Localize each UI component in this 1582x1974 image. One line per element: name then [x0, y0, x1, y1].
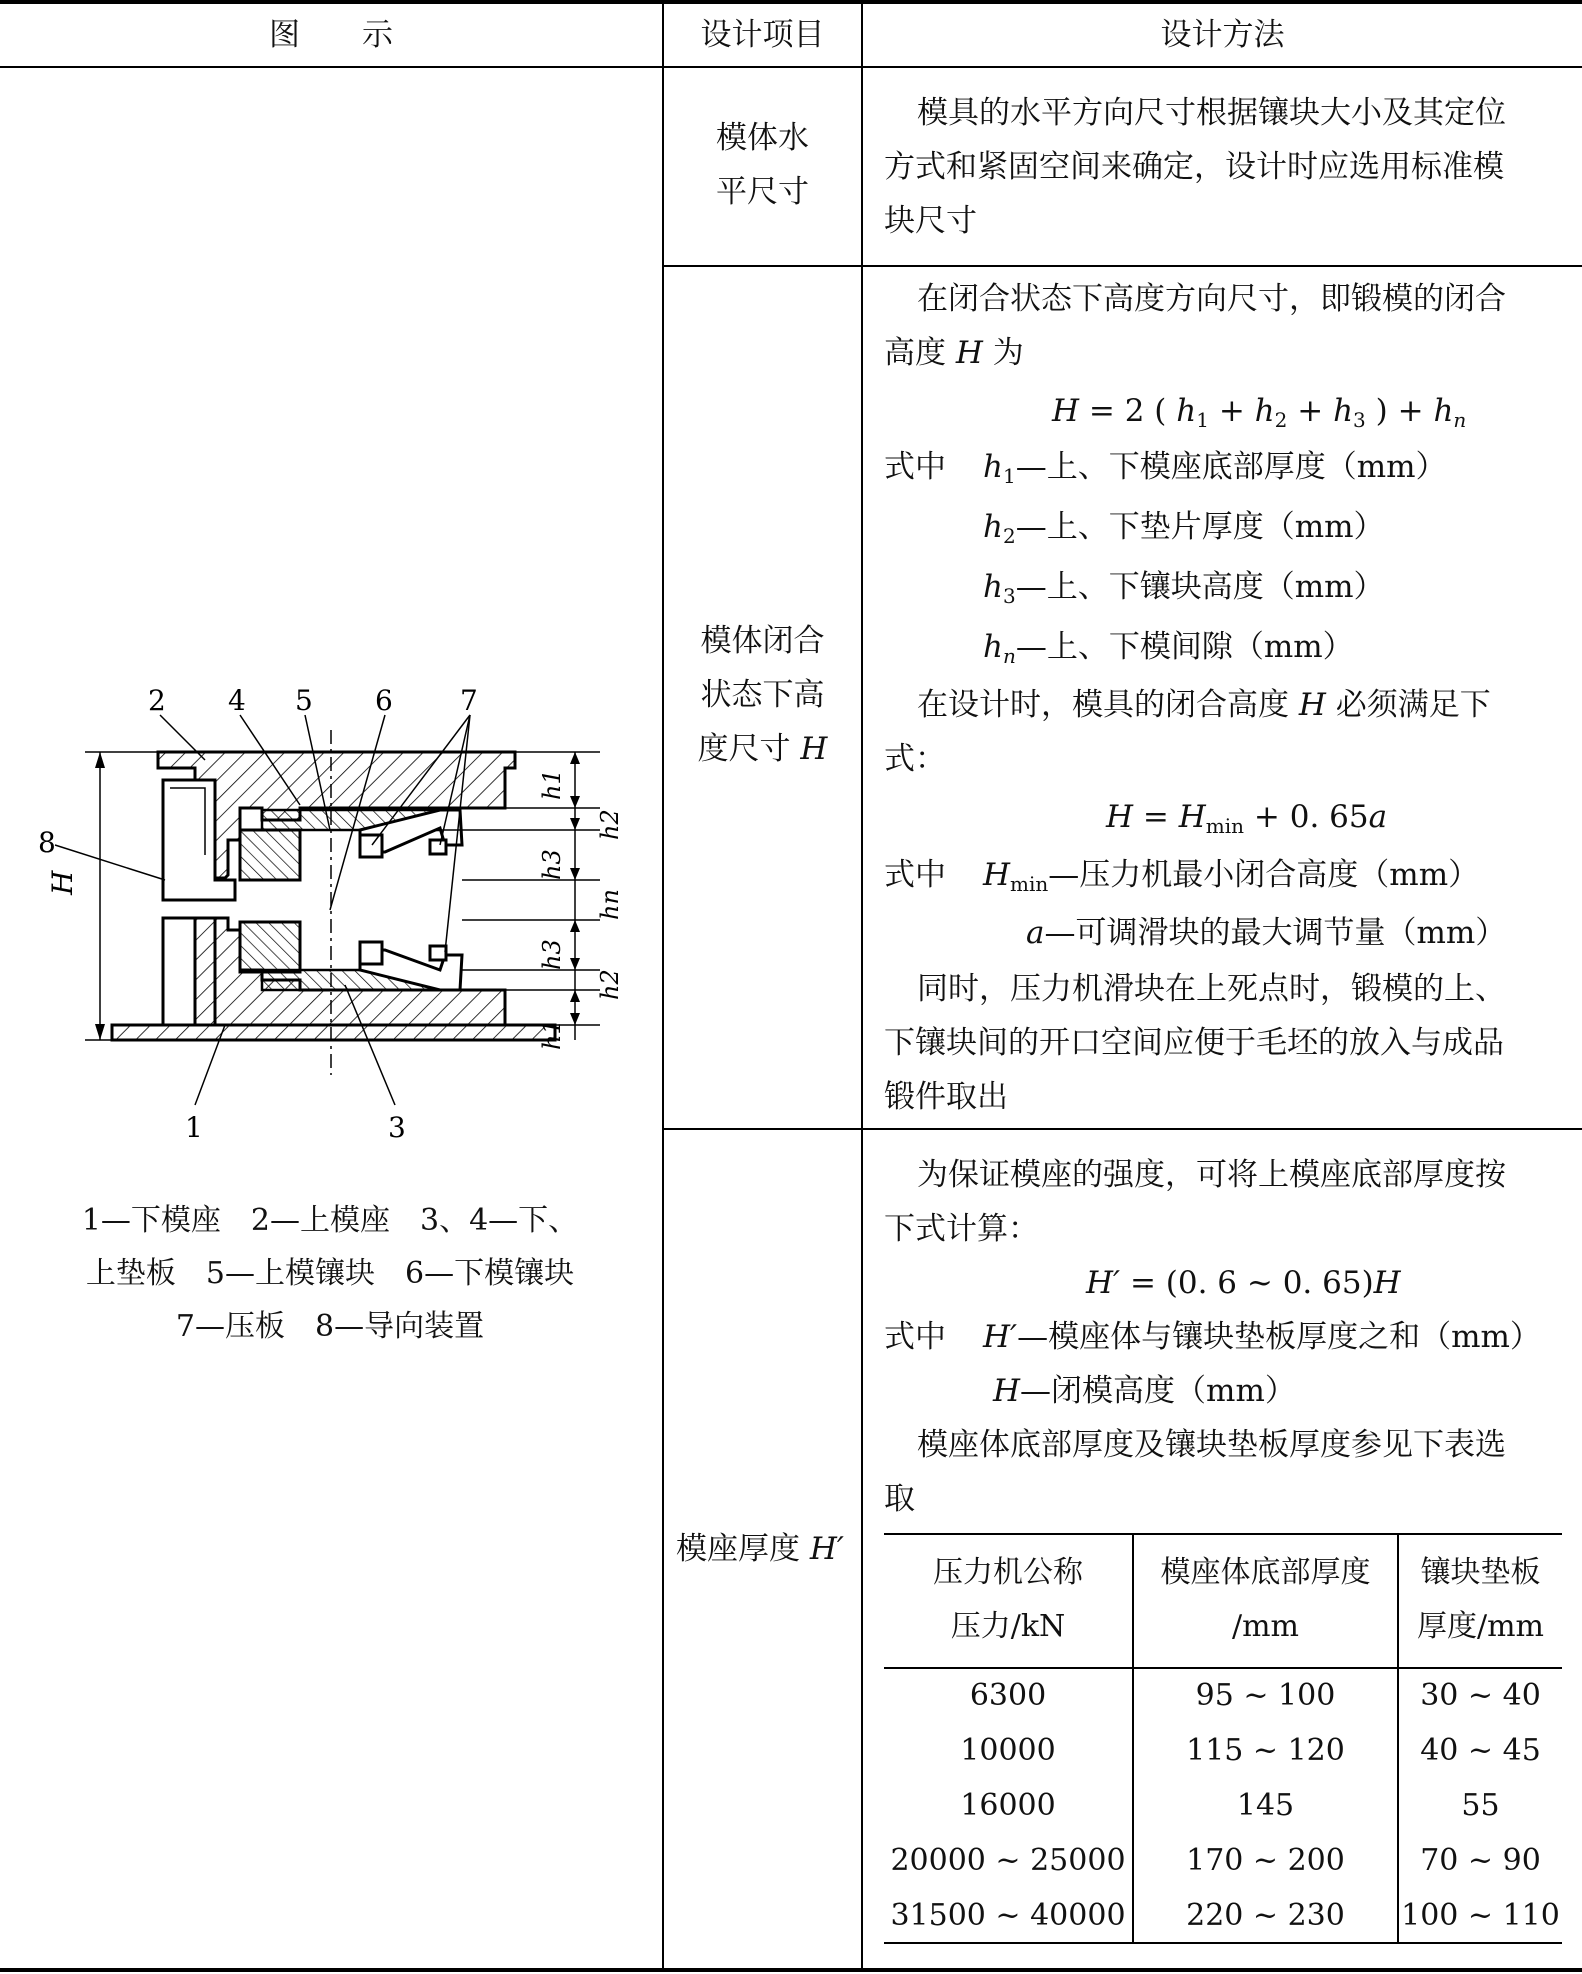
item-horizontal-size-line-2: 平尺寸 — [716, 174, 809, 210]
figure-caption-line-1: 1—下模座 2—上模座 3、4—下、 — [81, 1203, 579, 1238]
dim-hn: hn — [596, 889, 624, 920]
def-h2: $h_2—$上、下垫片厚度（mm） — [983, 509, 1385, 548]
table-row: 6300 — [969, 1678, 1047, 1713]
label-1: 1 — [185, 1111, 203, 1144]
table-row: 115 ~ 120 — [1186, 1733, 1345, 1768]
r3-p1-line-2: 下式计算： — [884, 1211, 1039, 1247]
def-hprime: H′—模座体与镶块垫板厚度之和（mm） — [983, 1319, 1541, 1355]
table-row: 70 ~ 90 — [1420, 1843, 1541, 1878]
row-divider-2 — [662, 1128, 1582, 1130]
table-row: 100 ~ 110 — [1401, 1898, 1560, 1933]
def-h3: $h_3—$上、下镶块高度（mm） — [983, 569, 1385, 608]
table-row: 220 ~ 230 — [1186, 1898, 1345, 1933]
formula-closed-height: H = 2 ( $h_1 + h_2 + h_3$ ) + $h_n$ — [1052, 393, 1467, 432]
dim-h3-upper: h3 — [538, 849, 566, 880]
r3-where-label: 式中 — [884, 1319, 946, 1355]
r2-p2-line-2: 式： — [884, 741, 946, 777]
table-row: 170 ~ 200 — [1186, 1843, 1345, 1878]
r2-p3-line-3: 锻件取出 — [884, 1079, 1008, 1115]
table-row: 40 ~ 45 — [1420, 1733, 1541, 1768]
lower-insert — [240, 922, 300, 972]
def-hmin: $H_{min}—$压力机最小闭合高度（mm） — [983, 857, 1480, 896]
item-closed-height-line-1: 模体闭合 — [700, 623, 825, 659]
table-row: 95 ~ 100 — [1195, 1678, 1336, 1713]
table-row: 20000 ~ 25000 — [890, 1843, 1126, 1878]
table-row: 55 — [1461, 1788, 1500, 1823]
inner-col-base-thickness — [1134, 1668, 1397, 1943]
dim-h2-lower: h2 — [596, 969, 624, 1000]
r2-p1-line-1: 在闭合状态下高度方向尺寸，即锻模的闭合 — [917, 281, 1506, 317]
inner-header-base-thickness: 模座体底部厚度 /mm — [1160, 1555, 1371, 1644]
r2-where-label: 式中 — [884, 449, 946, 485]
inner-table-top — [884, 1533, 1562, 1535]
label-7: 7 — [460, 684, 478, 717]
table-row: 31500 ~ 40000 — [890, 1898, 1126, 1933]
def-h1: $h_1—$上、下模座底部厚度（mm） — [983, 449, 1447, 488]
r2-where2-label: 式中 — [884, 857, 946, 893]
r1-method-line-2: 方式和紧固空间来确定，设计时应选用标准模 — [884, 149, 1504, 185]
label-8: 8 — [38, 826, 56, 859]
die-diagram — [0, 680, 662, 1150]
table-row: 16000 — [960, 1788, 1056, 1823]
r2-p2-line-1: 在设计时，模具的闭合高度 H 必须满足下 — [917, 687, 1491, 723]
item-seat-thickness: 模座厚度 H′ — [676, 1531, 844, 1567]
r2-p3-line-2: 下镶块间的开口空间应便于毛坯的放入与成品 — [884, 1025, 1504, 1061]
header-bottom-border — [0, 66, 1582, 68]
col-divider-2 — [861, 0, 863, 1972]
r2-p3-line-1: 同时，压力机滑块在上死点时，锻模的上、 — [917, 971, 1506, 1007]
item-horizontal-size-line-1: 模体水 — [716, 120, 809, 156]
def-H-closed: H—闭模高度（mm） — [993, 1373, 1296, 1409]
col-divider-1 — [662, 0, 664, 1972]
header-figure: 图 示 — [269, 17, 393, 53]
item-closed-height-line-2: 状态下高 — [700, 677, 825, 713]
table-row: 10000 — [960, 1733, 1056, 1768]
formula-seat: H′ = (0. 6 ~ 0. 65)H — [1086, 1265, 1401, 1301]
dim-h1-upper: h1 — [538, 769, 566, 800]
def-hn: $h_n—$上、下模间隙（mm） — [983, 629, 1354, 668]
inner-header-pressure: 压力机公称 压力/kN — [933, 1555, 1083, 1644]
def-a: a—可调滑块的最大调节量（mm） — [1026, 915, 1507, 951]
dim-H: H — [46, 870, 79, 895]
dim-h3-lower: h3 — [538, 939, 566, 970]
item-closed-height-line-3: 度尺寸 H — [697, 731, 828, 767]
formula-hmin: $H = H_{min} + 0$. 65a — [1106, 799, 1388, 838]
label-4: 4 — [228, 684, 246, 717]
header-item: 设计项目 — [700, 17, 825, 53]
table-bottom-border — [0, 1968, 1582, 1972]
r3-p2-line-1: 模座体底部厚度及镶块垫板厚度参见下表选 — [917, 1427, 1506, 1463]
inner-col-plate-thickness — [1399, 1668, 1562, 1943]
figure-caption-line-2: 上垫板 5—上模镶块 6—下模镶块 — [85, 1256, 575, 1291]
r3-p2-line-2: 取 — [884, 1481, 915, 1517]
r2-p1-line-2: 高度 H 为 — [884, 335, 1024, 371]
inner-col-pressure — [884, 1668, 1132, 1943]
header-method: 设计方法 — [1160, 17, 1285, 53]
guide-device-lower — [163, 918, 195, 1025]
row-divider-1 — [662, 265, 1582, 267]
upper-insert — [240, 830, 300, 880]
label-2: 2 — [148, 684, 166, 717]
r1-method-line-1: 模具的水平方向尺寸根据镶块大小及其定位 — [917, 95, 1506, 131]
table-row: 30 ~ 40 — [1420, 1678, 1541, 1713]
label-3: 3 — [388, 1111, 406, 1144]
table-row: 145 — [1236, 1788, 1295, 1823]
dim-h1-lower: h1 — [538, 1019, 566, 1050]
inner-header-plate-thickness: 镶块垫板 厚度/mm — [1416, 1555, 1544, 1644]
figure-caption-line-3: 7—压板 8—导向装置 — [175, 1309, 485, 1344]
r3-p1-line-1: 为保证模座的强度，可将上模座底部厚度按 — [917, 1157, 1506, 1193]
item-closed-height — [664, 610, 861, 780]
dim-h2-upper: h2 — [596, 809, 624, 840]
label-5: 5 — [295, 684, 313, 717]
label-6: 6 — [375, 684, 393, 717]
r1-method-line-3: 块尺寸 — [884, 203, 977, 239]
item-horizontal-size — [664, 110, 861, 220]
